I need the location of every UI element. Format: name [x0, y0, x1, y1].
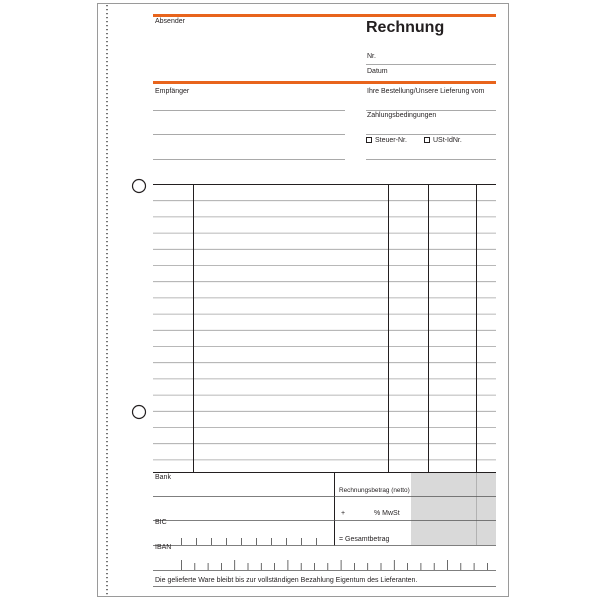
totals-shaded-box [411, 473, 496, 545]
invoice-number-label: Nr. [367, 53, 376, 60]
header-accent-line-top [153, 14, 496, 17]
iban-label: IBAN [155, 544, 172, 551]
binder-hole-top [133, 180, 146, 193]
invoice-date-label: Datum [367, 68, 388, 75]
header-accent-line-bottom [153, 81, 496, 84]
plus-sign: + [341, 510, 346, 517]
payment-terms-label: Zahlungsbedingungen [367, 112, 437, 119]
order-delivery-label: Ihre Bestellung/Unsere Lieferung vom [367, 88, 485, 95]
retention-notice: Die gelieferte Ware bleibt bis zur vollständigen Bezahlung Eigentum des Lieferanten. [155, 577, 418, 584]
tax-number-label: Steuer-Nr. [375, 137, 407, 144]
sender-label: Absender [155, 18, 185, 25]
net-amount-label: Rechnungsbetrag (netto) [339, 487, 410, 494]
tax-number-checkbox[interactable] [366, 137, 372, 143]
vat-id-checkbox[interactable] [424, 137, 430, 143]
vat-id-label: USt-IdNr. [433, 137, 462, 144]
vat-percent-label: % MwSt [374, 510, 400, 517]
bank-label: Bank [155, 474, 171, 481]
gross-total-label: = Gesamtbetrag [339, 536, 390, 543]
invoice-title: Rechnung [366, 19, 445, 36]
binder-hole-bottom [133, 406, 146, 419]
recipient-label: Empfänger [155, 88, 190, 95]
bic-label: BIC [155, 519, 167, 526]
